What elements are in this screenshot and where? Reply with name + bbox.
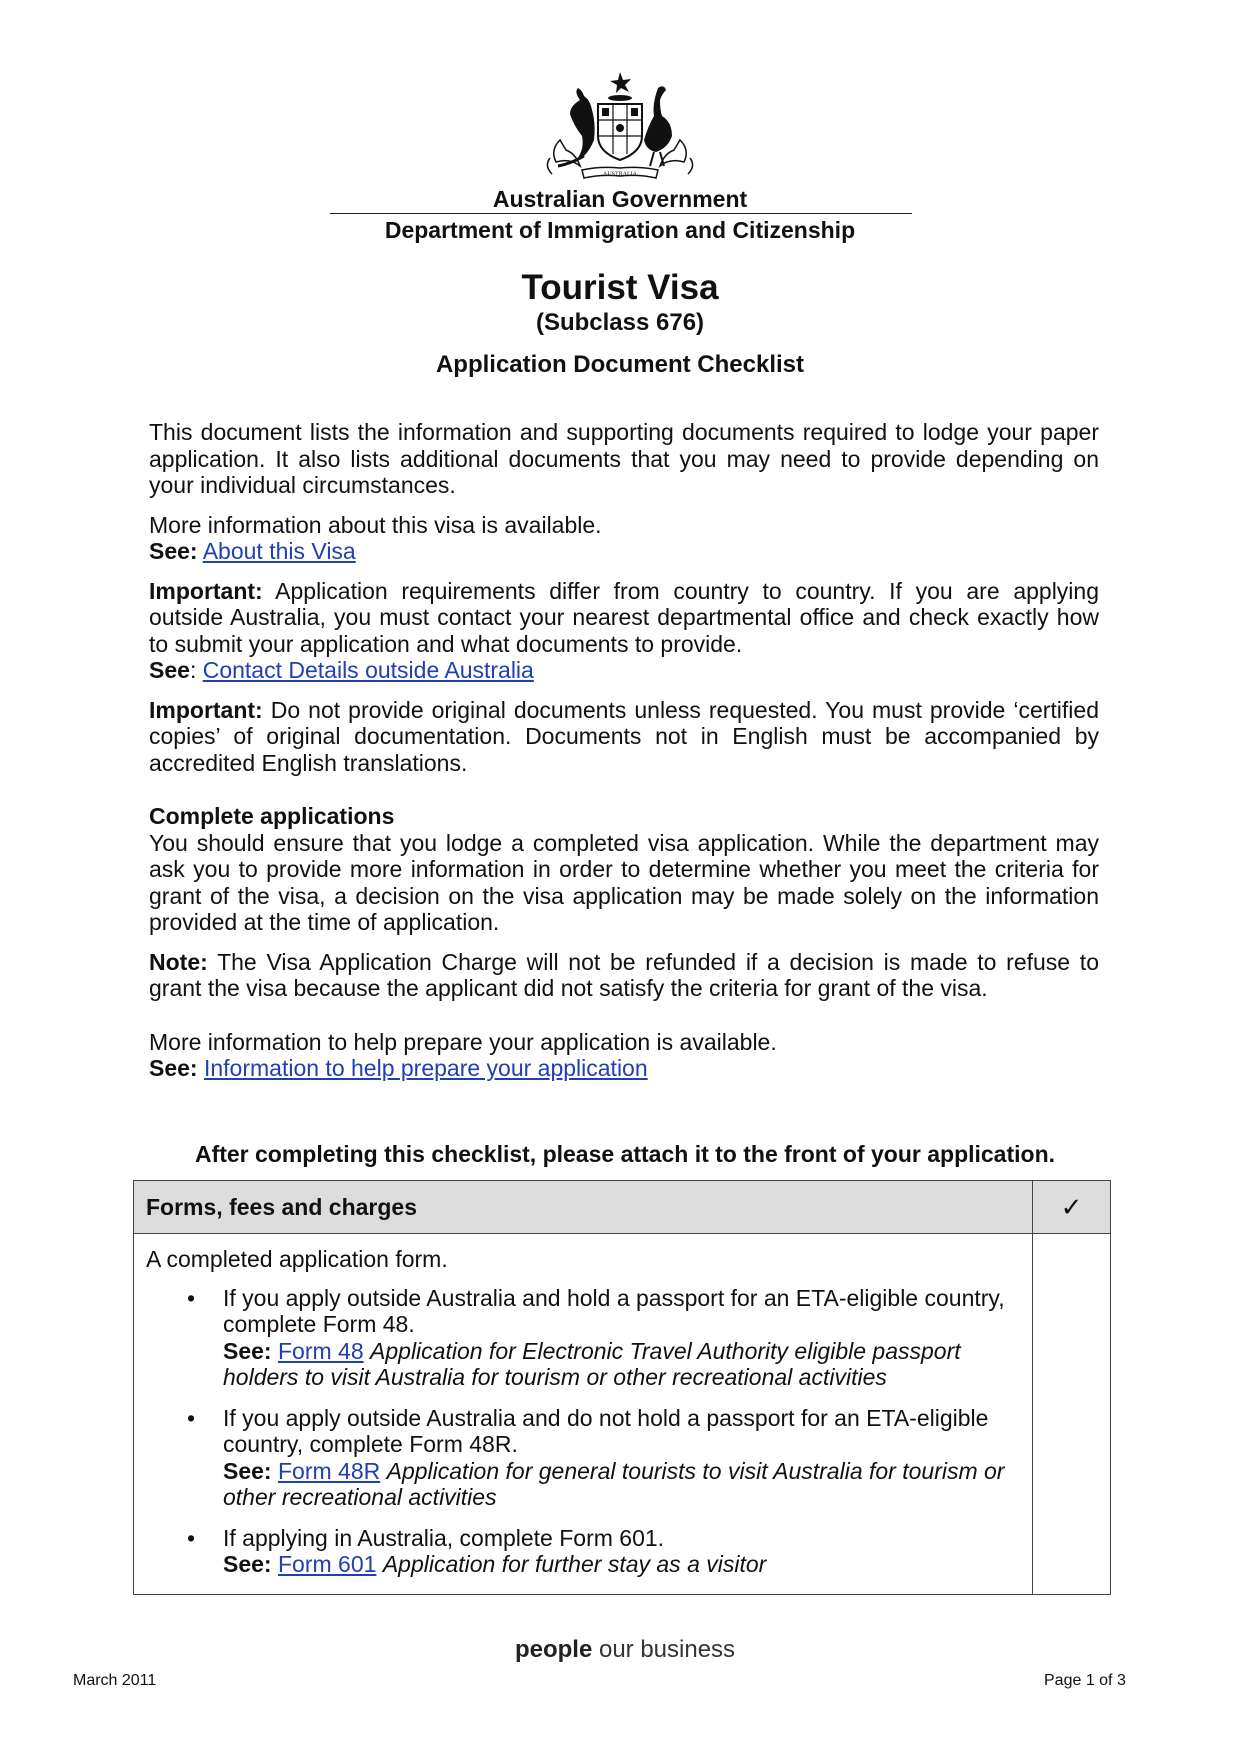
item-text: If you apply outside Australia and do not hold a passport for an ETA-eligible country, complete Form 48R. bbox=[223, 1404, 989, 1457]
complete-applications-heading: Complete applications bbox=[149, 803, 395, 829]
form-48-link[interactable]: Form 48 bbox=[277, 1337, 364, 1364]
australian-coat-of-arms-icon bbox=[540, 70, 700, 185]
checklist-row bbox=[134, 1234, 1111, 1595]
list-item bbox=[223, 1525, 1007, 1578]
important-text-2: Do not provide original documents unless requested. You must provide ‘certified copies’ of original documentation. Documents not in English must be accompanied by accredited English translations. bbox=[149, 696, 1099, 776]
forms-fees-charges-header: Forms, fees and charges bbox=[134, 1181, 1033, 1234]
complete-applications-paragraph bbox=[149, 803, 1099, 936]
application-form-intro: A completed application form. bbox=[146, 1246, 448, 1272]
checklist-header-row bbox=[134, 1181, 1111, 1234]
important-label: Important: bbox=[149, 577, 263, 604]
department-name: Department of Immigration and Citizenship bbox=[384, 217, 856, 243]
prepare-application-info-link[interactable]: Information to help prepare your application bbox=[203, 1055, 648, 1081]
tagline-bold: people bbox=[514, 1636, 593, 1663]
important-text-1: Application requirements differ from country to country. If you are applying outside Australia, you must contact your nearest departmental office and check exactly how to submit your application and what documents to provide. bbox=[149, 577, 1099, 657]
list-item bbox=[223, 1405, 1007, 1511]
see-colon: : bbox=[189, 657, 197, 683]
note-text: The Visa Application Charge will not be refunded if a decision is made to refuse to grant the visa because the applicant did not satisfy the criteria for grant of the visa. bbox=[149, 948, 1099, 1001]
important-label: Important: bbox=[149, 696, 263, 723]
checklist-table bbox=[133, 1180, 1111, 1595]
visa-subclass: (Subclass 676) bbox=[535, 309, 705, 336]
more-info-paragraph bbox=[149, 512, 1099, 565]
list-item bbox=[223, 1285, 1007, 1391]
see-label: See: bbox=[149, 538, 198, 564]
note-paragraph bbox=[149, 949, 1099, 1002]
more-info-text: More information about this visa is available. bbox=[149, 511, 602, 538]
header-divider bbox=[330, 213, 912, 214]
important-paragraph-1 bbox=[149, 578, 1099, 684]
footer-date: March 2011 bbox=[73, 1672, 157, 1689]
intro-paragraph bbox=[149, 419, 1099, 499]
footer-tagline bbox=[0, 1636, 1240, 1664]
checkmark-column-header: ✓ bbox=[1033, 1181, 1111, 1234]
checklist-heading: Application Document Checklist bbox=[435, 351, 805, 378]
see-label: See: bbox=[149, 1055, 198, 1081]
form-601-link[interactable]: Form 601 bbox=[277, 1551, 377, 1577]
attach-instruction: After completing this checklist, please attach it to the front of your application. bbox=[194, 1141, 1056, 1167]
checklist-item-content bbox=[134, 1234, 1033, 1595]
prepare-info-paragraph bbox=[149, 1029, 1099, 1082]
form-description: Application for Electronic Travel Authority eligible passport holders to visit Australia for tourism or other recreational activities bbox=[223, 1337, 961, 1390]
checkbox-cell[interactable] bbox=[1033, 1234, 1111, 1595]
see-label: See: bbox=[223, 1551, 272, 1577]
important-paragraph-2 bbox=[149, 697, 1099, 777]
page-title: Tourist Visa bbox=[521, 268, 719, 307]
see-label: See: bbox=[223, 1337, 272, 1364]
prepare-info-text: More information to help prepare your application is available. bbox=[149, 1028, 777, 1055]
item-text: If applying in Australia, complete Form 601. bbox=[223, 1524, 665, 1551]
form-options-list bbox=[146, 1285, 1007, 1578]
form-48r-link[interactable]: Form 48R bbox=[277, 1457, 381, 1484]
complete-applications-text: You should ensure that you lodge a completed visa application. While the department may ask you to provide more information in order to determine whether you meet the criteria for grant of the visa, a decision on the visa application may be made solely on the information provided at the time of application. bbox=[149, 829, 1099, 935]
government-name: Australian Government bbox=[492, 186, 748, 212]
intro-section bbox=[149, 419, 1099, 1095]
crest-scroll-text: AUSTRALIA bbox=[603, 171, 637, 178]
item-text: If you apply outside Australia and hold a passport for an ETA-eligible country, complete Form 48. bbox=[223, 1284, 1005, 1337]
tagline-rest: our business bbox=[598, 1636, 736, 1663]
form-description: Application for general tourists to visit Australia for tourism or other recreational activities bbox=[223, 1457, 1005, 1510]
intro-text: This document lists the information and supporting documents required to lodge your paper application. It also lists additional documents that you may need to provide depending on your individual circumstances. bbox=[149, 419, 1099, 498]
see-label: See: bbox=[223, 1457, 272, 1484]
about-this-visa-link[interactable]: About this Visa bbox=[202, 538, 356, 564]
contact-details-outside-australia-link[interactable]: Contact Details outside Australia bbox=[202, 657, 534, 683]
form-description: Application for further stay as a visitor bbox=[382, 1551, 767, 1577]
see-label: See bbox=[149, 657, 190, 683]
page-number: Page 1 of 3 bbox=[1044, 1672, 1126, 1689]
note-label: Note: bbox=[149, 948, 208, 975]
